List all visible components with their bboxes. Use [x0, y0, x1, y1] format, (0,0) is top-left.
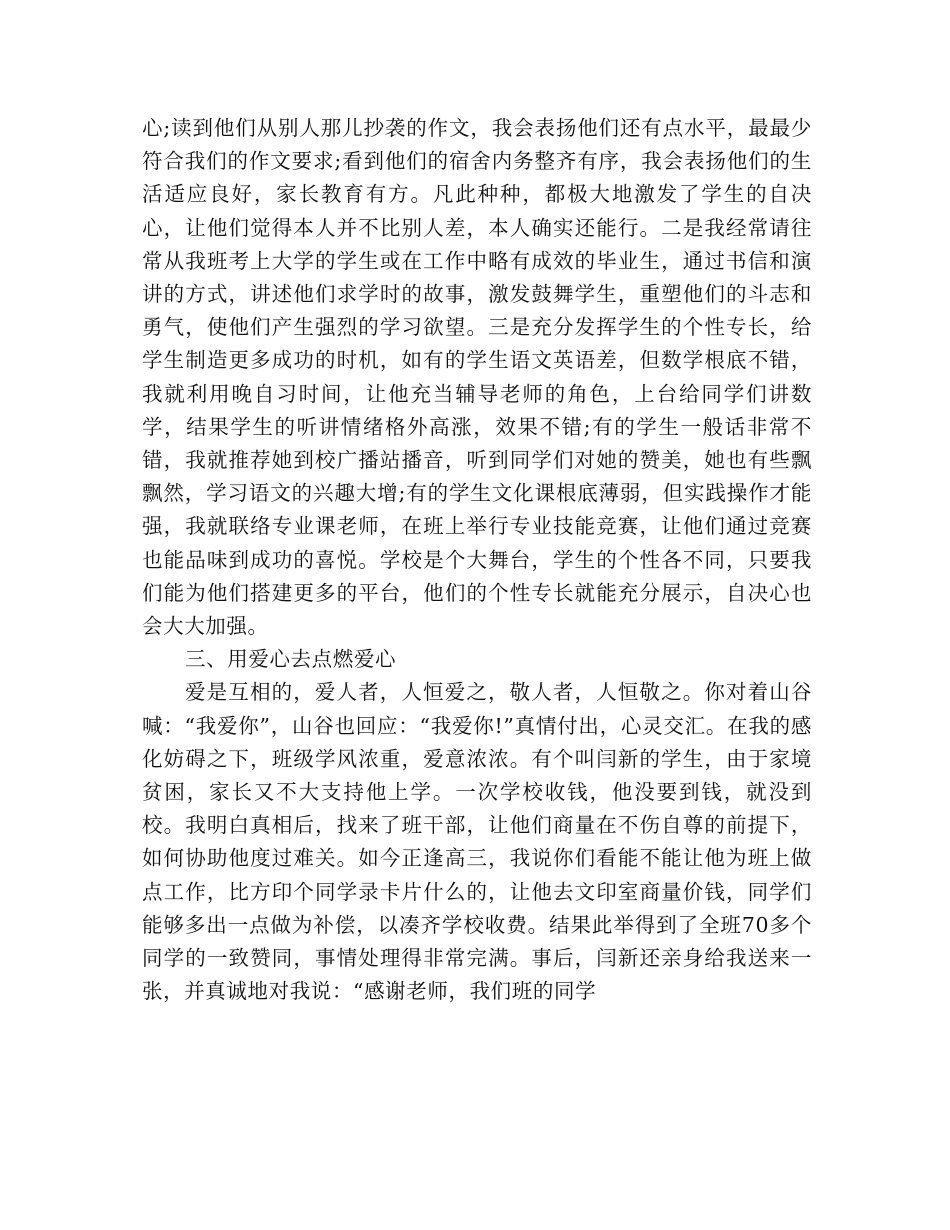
document-body: [142, 112, 812, 1008]
section-heading: 三、用爱心去点燃爱心: [185, 647, 397, 672]
body-paragraph: 爱是互相的，爱人者，人恒爱之，敬人者，人恒敬之。你对着山谷喊：“我爱你”，山谷也回应：“我爱你!”真情付出，心灵交汇。在我的感化妨碍之下，班级学风浓重，爱意浓浓。有个叫闫新的学生，由于家境贫困，家长又不大支持他上学。一次学校收钱，他没要到钱，就没到校。我明白真相后，找来了班干部，让他们商量在不伤自尊的前提下，如何协助他度过难关。如今正逢高三，我说你们看能不能让他为班上做点工作，比方印个同学录卡片什么的，让他去文印室商量价钱，同学们能够多出一点做为补偿，以凑齐学校收费。结果此举得到了全班70多个同学的一致赞同，事情处理得非常完满。事后，闫新还亲身给我送来一张，并真诚地对我说：“感谢老师，我们班的同学: [142, 680, 812, 1004]
body-paragraph: 心;读到他们从别人那儿抄袭的作文，我会表扬他们还有点水平，最最少符合我们的作文要求;看到他们的宿舍内务整齐有序，我会表扬他们的生活适应良好，家长教育有方。凡此种种，都极大地激发了学生的自决心，让他们觉得本人并不比别人差，本人确实还能行。二是我经常请往常从我班考上大学的学生或在工作中略有成效的毕业生，通过书信和演讲的方式，讲述他们求学时的故事，激发鼓舞学生，重塑他们的斗志和勇气，使他们产生强烈的学习欲望。三是充分发挥学生的个性专长，给学生制造更多成功的时机，如有的学生语文英语差，但数学根底不错，我就利用晚自习时间，让他充当辅导老师的角色，上台给同学们讲数学，结果学生的听讲情绪格外高涨，效果不错;有的学生一般话非常不错，我就推荐她到校广播站播音，听到同学们对她的赞美，她也有些飘飘然，学习语文的兴趣大增;有的学生文化课根底薄弱，但实践操作才能强，我就联络专业课老师，在班上举行专业技能竞赛，让他们通过竞赛也能品味到成功的喜悦。学校是个大舞台，学生的个性各不同，只要我们能为他们搭建更多的平台，他们的个性专长就能充分展示，自决心也会大大加强。: [142, 116, 812, 639]
